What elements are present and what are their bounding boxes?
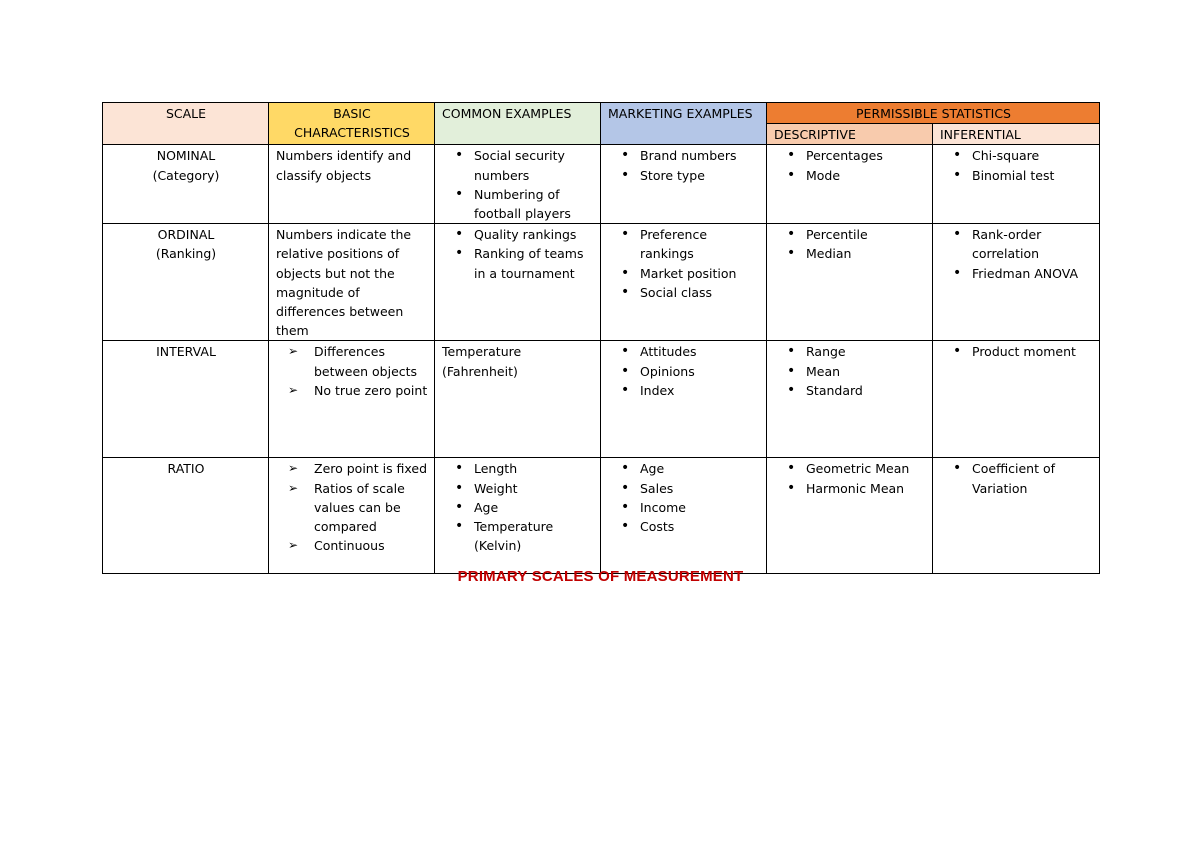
list-item: • Costs <box>608 517 760 536</box>
list-item: • Social class <box>608 283 760 302</box>
descriptive-cell <box>767 458 933 574</box>
descriptive-cell <box>767 224 933 341</box>
marketing-cell <box>601 458 767 574</box>
basic-cell <box>269 458 435 574</box>
basic-cell <box>269 341 435 458</box>
scale-cell <box>103 145 269 224</box>
scale-subtitle: (Ranking) <box>155 246 217 262</box>
list-item: • Social security numbers <box>442 146 594 184</box>
scale-name: NOMINAL <box>156 148 216 164</box>
scale-cell <box>103 341 269 458</box>
list-item: • Numbering of football players <box>442 185 594 223</box>
descriptive-cell <box>767 145 933 224</box>
list-item: • Attitudes <box>608 342 760 361</box>
scale-name: INTERVAL <box>156 344 216 360</box>
list-item: • Mode <box>774 166 926 185</box>
basic-cell: Numbers identify and classify objects <box>269 145 435 224</box>
inferential-cell <box>933 145 1100 224</box>
common-cell <box>435 458 601 574</box>
list-item: • Age <box>442 498 594 517</box>
list-item: • Market position <box>608 264 760 283</box>
header-scale: SCALE <box>103 103 269 145</box>
list-item: • Rank-order correlation <box>940 225 1093 263</box>
header-permissible-statistics: PERMISSIBLE STATISTICS <box>767 103 1100 124</box>
scale-name: RATIO <box>167 461 205 477</box>
list-item: • Store type <box>608 166 760 185</box>
list-item: • Harmonic Mean <box>774 479 926 498</box>
list-item: • Opinions <box>608 362 760 381</box>
list-item: • Chi-square <box>940 146 1093 165</box>
scale-cell <box>103 224 269 341</box>
table-row <box>103 458 1100 574</box>
marketing-cell <box>601 224 767 341</box>
table-row <box>103 145 1100 224</box>
list-item: • Temperature (Kelvin) <box>442 517 594 555</box>
common-cell <box>435 145 601 224</box>
list-item: ➢ Ratios of scale values can be compared <box>276 479 428 537</box>
list-item: ➢ No true zero point <box>276 381 428 400</box>
list-item: • Friedman ANOVA <box>940 264 1093 283</box>
list-item: • Quality rankings <box>442 225 594 244</box>
list-item: • Sales <box>608 479 760 498</box>
scale-subtitle: (Category) <box>152 167 220 183</box>
list-item: • Geometric Mean <box>774 459 926 478</box>
list-item: • Median <box>774 244 926 263</box>
list-item: • Mean <box>774 362 926 381</box>
inferential-cell <box>933 341 1100 458</box>
inferential-cell <box>933 458 1100 574</box>
list-item: • Age <box>608 459 760 478</box>
list-item: • Standard <box>774 381 926 400</box>
list-item: ➢ Continuous <box>276 536 428 555</box>
scales-table <box>102 102 1100 574</box>
header-inferential: INFERENTIAL <box>933 124 1100 145</box>
marketing-cell <box>601 341 767 458</box>
list-item: • Brand numbers <box>608 146 760 165</box>
list-item: • Range <box>774 342 926 361</box>
list-item: ➢ Zero point is fixed <box>276 459 428 478</box>
inferential-cell <box>933 224 1100 341</box>
list-item: • Coefficient of Variation <box>940 459 1093 497</box>
list-item: • Index <box>608 381 760 400</box>
common-cell <box>435 224 601 341</box>
scale-cell <box>103 458 269 574</box>
table-caption: PRIMARY SCALES OF MEASUREMENT <box>457 568 744 585</box>
list-item: • Binomial test <box>940 166 1093 185</box>
scale-name: ORDINAL <box>157 227 215 243</box>
list-item: • Product moment <box>940 342 1093 361</box>
basic-cell: Numbers indicate the relative positions of objects but not the magnitude of differences between them <box>269 224 435 341</box>
list-item: • Income <box>608 498 760 517</box>
list-item: • Weight <box>442 479 594 498</box>
header-descriptive: DESCRIPTIVE <box>767 124 933 145</box>
list-item: ➢ Differences between objects <box>276 342 428 380</box>
table-row <box>103 224 1100 341</box>
table-row <box>103 341 1100 458</box>
descriptive-cell <box>767 341 933 458</box>
marketing-cell <box>601 145 767 224</box>
header-basic-characteristics: BASIC CHARACTERISTICS <box>269 103 435 145</box>
list-item: • Preference rankings <box>608 225 760 263</box>
list-item: • Percentile <box>774 225 926 244</box>
common-cell: Temperature (Fahrenheit) <box>435 341 601 458</box>
list-item: • Percentages <box>774 146 926 165</box>
header-marketing-examples: MARKETING EXAMPLES <box>601 103 767 145</box>
list-item: • Ranking of teams in a tournament <box>442 244 594 282</box>
list-item: • Length <box>442 459 594 478</box>
header-common-examples: COMMON EXAMPLES <box>435 103 601 145</box>
